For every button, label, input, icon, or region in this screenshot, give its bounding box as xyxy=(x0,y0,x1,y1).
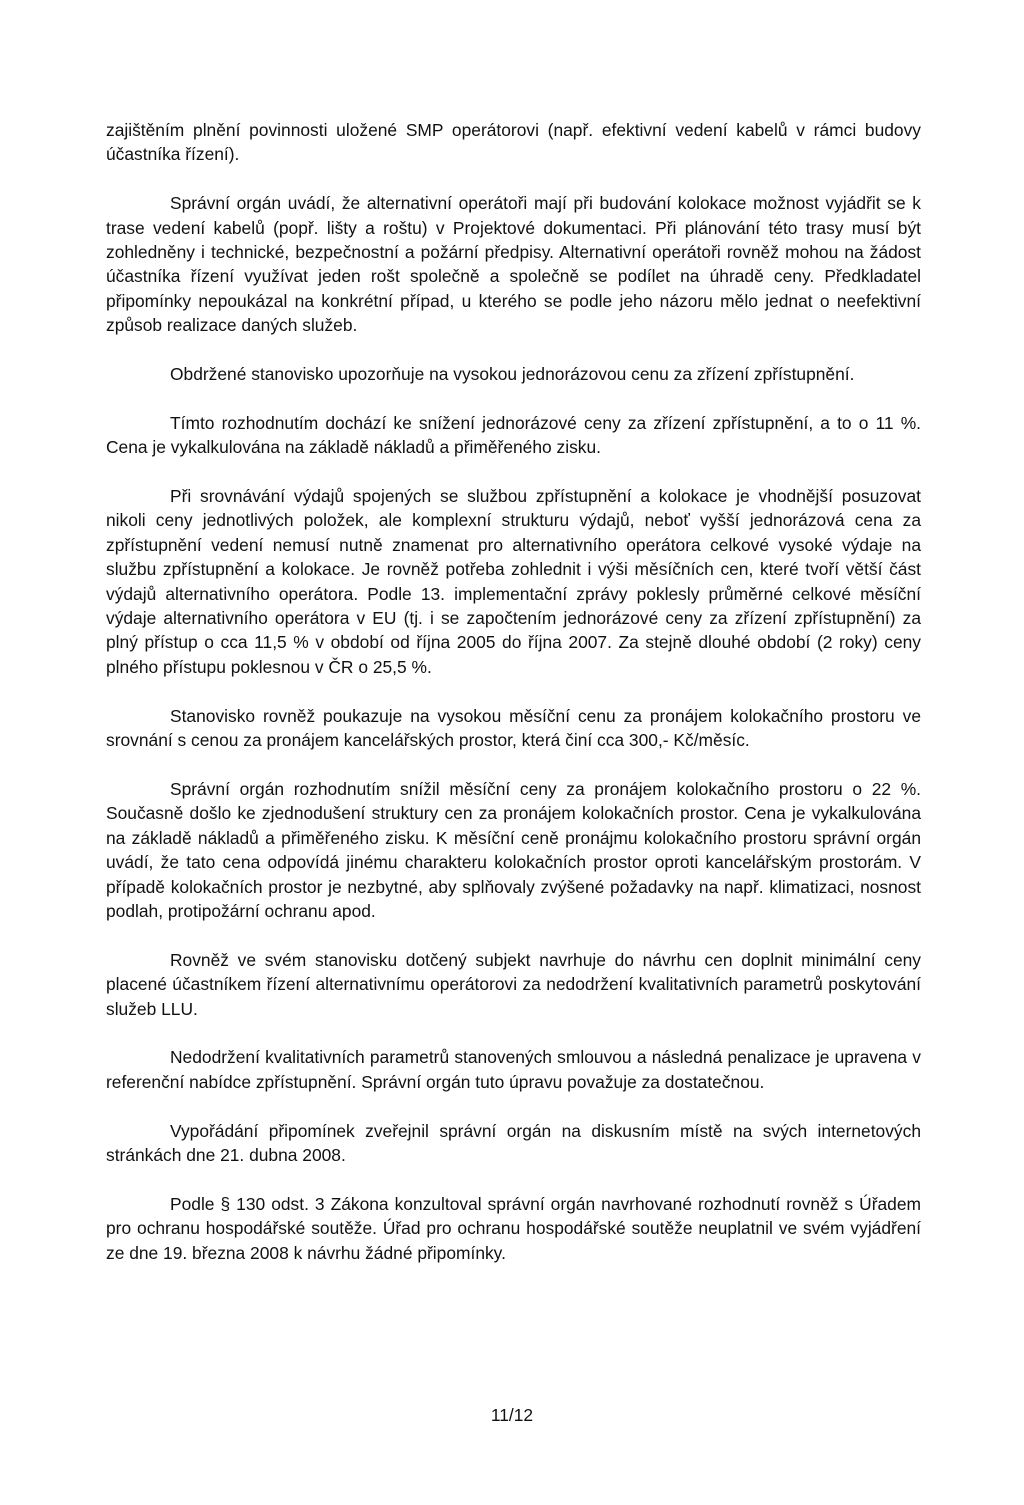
paragraph-one-time-price-opinion: Obdržené stanovisko upozorňuje na vysokou jednorázovou cenu za zřízení zpřístupnění. xyxy=(170,364,855,385)
paragraph-competition-office-consultation: Podle § 130 odst. 3 Zákona konzultoval správní orgán navrhované rozhodnutí rovněž s Úřadem pro ochranu hospodářské soutěže. Úřad pro ochranu hospodářské soutěže neuplatnil ve svém vyjádření ze dne 19. března 2008 k návrhu žádné připomínky. xyxy=(106,1193,921,1263)
paragraph-comments-publication: Vypořádání připomínek zveřejnil správní orgán na diskusním místě na svých internetových stránkách dne 21. dubna 2008. xyxy=(106,1120,921,1165)
paragraph-penalty-regulation: Nedodržení kvalitativních parametrů stanovených smlouvou a následná penalizace je upravena v referenční nabídce zpřístupnění. Správní orgán tuto úpravu považuje za dostatečnou. xyxy=(106,1047,921,1092)
paragraph-continuation: zajištěním plnění povinnosti uložené SMP operátorovi (např. efektivní vedení kabelů v rámci budovy účastníka řízení). xyxy=(106,120,921,165)
paragraph-minimum-penalty-proposal: Rovněž ve svém stanovisku dotčený subjekt navrhuje do návrhu cen doplnit minimální ceny placené účastníkem řízení alternativnímu operátorovi za nedodržení kvalitativních parametrů poskytování služeb LLU. xyxy=(106,949,921,1019)
document-body xyxy=(106,118,921,1289)
paragraph-one-time-price-reduction: Tímto rozhodnutím dochází ke snížení jednorázové ceny za zřízení zpřístupnění, a to o 11 %. Cena je vykalkulována na základě nákladů a přiměřeného zisku. xyxy=(106,412,921,458)
paragraph-cable-routing: Správní orgán uvádí, že alternativní operátoři mají při budování kolokace možnost vyjádřit se k trase vedení kabelů (popř. lišty a roštu) v Projektové dokumentaci. Při plánování této trasy musí být zohledněny i technické, bezpečnostní a požární předpisy. Alternativní operátoři rovněž mohou na žádost účastníka řízení využívat jeden rošt společně a společně se podílet na úhradě ceny. Předkladatel připomínky nepoukázal na konkrétní případ, u kterého se podle jeho názoru mělo jednat o neefektivní způsob realizace daných služeb. xyxy=(106,193,921,336)
paragraph-monthly-rent-reduction: Správní orgán rozhodnutím snížil měsíční ceny za pronájem kolokačního prostoru o 22 %. Současně došlo ke zjednodušení struktury cen za pronájem kolokačních prostor. Cena je vykalkulována na základě nákladů a přiměřeného zisku. K měsíční ceně pronájmu kolokačního prostoru správní orgán uvádí, že tato cena odpovídá jinému charakteru kolokačních prostor oproti kancelářským prostorám. V případě kolokačních prostor je nezbytné, aby splňovaly zvýšené požadavky na např. klimatizaci, nosnost podlah, protipožární ochranu apod. xyxy=(106,778,921,921)
page-number: 11/12 xyxy=(490,1405,534,1425)
paragraph-expense-comparison: Při srovnávání výdajů spojených se službou zpřístupnění a kolokace je vhodnější posuzovat nikoli ceny jednotlivých položek, ale komplexní strukturu výdajů, neboť vyšší jednorázová cena za zpřístupnění vedení nemusí nutně znamenat pro alternativního operátora celkové vysoké výdaje na službu zpřístupnění a kolokace. Je rovněž potřeba zohlednit i výši měsíčních cen, které tvoří větší část výdajů alternativního operátora. Podle 13. implementační zprávy poklesly průměrné celkové měsíční výdaje alternativního operátora v EU (tj. i se započtením jednorázové ceny za zřízení zpřístupnění) za plný přístup o cca 11,5 % v období od října 2005 do října 2007. Za stejně dlouhé období (2 roky) ceny plného přístupu poklesnou v ČR o 25,5 %. xyxy=(106,486,921,677)
paragraph-monthly-rent-opinion: Stanovisko rovněž poukazuje na vysokou měsíční cenu za pronájem kolokačního prostoru ve srovnání s cenou za pronájem kancelářských prostor, která činí cca 300,- Kč/měsíc. xyxy=(106,705,921,751)
